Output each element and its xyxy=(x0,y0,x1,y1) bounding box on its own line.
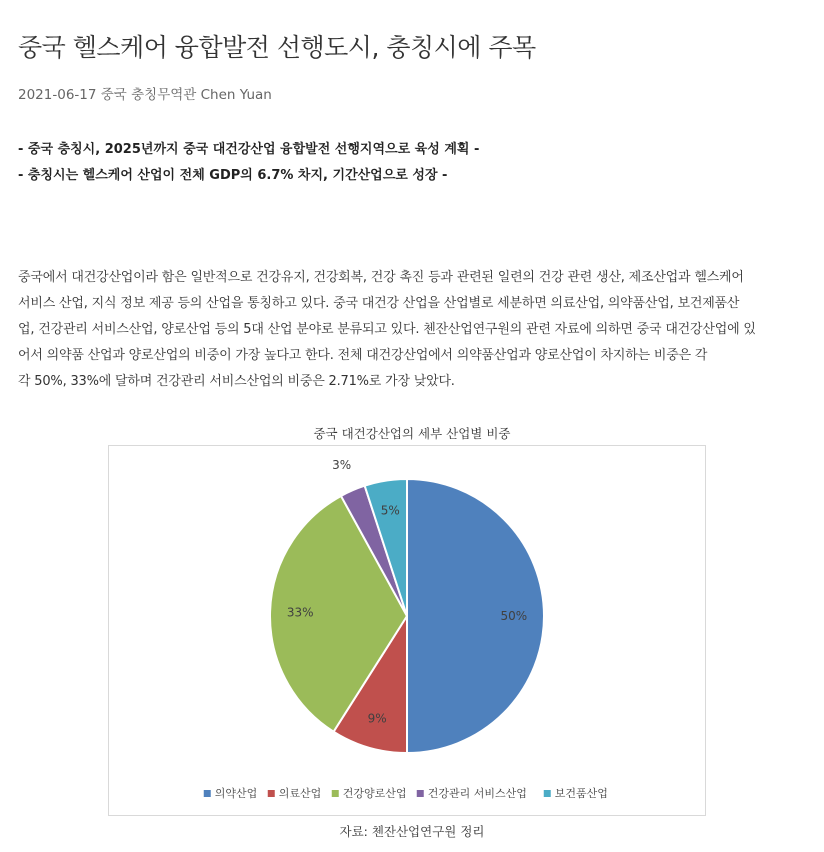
legend-label: 의약산업 xyxy=(214,787,258,800)
chart-title: 중국 대건강산업의 세부 산업별 비중 xyxy=(313,426,511,441)
pie-data-label: 3% xyxy=(332,458,352,473)
chart-source-caption: 자료: 첸잔산업연구원 정리 xyxy=(339,824,485,839)
body-line: 중국에서 대건강산업이라 함은 일반적으로 건강유지, 건강회복, 건강 촉진 등과 관련된 일련의 건강 관련 생산, 제조산업과 헬스케어 xyxy=(18,270,744,285)
pie-data-label: 33% xyxy=(286,605,314,620)
highlight-line: - 충칭시는 헬스케어 산업이 전체 GDP의 6.7% 차지, 기간산업으로 성장 - xyxy=(18,168,448,183)
body-line: 업, 건강관리 서비스산업, 양로산업 등의 5대 산업 분야로 분류되고 있다. 첸잔산업연구원의 관련 자료에 의하면 중국 대건강산업에 있 xyxy=(18,322,756,337)
body-line: 어서 의약품 산업과 양로산업의 비중이 가장 높다고 한다. 전체 대건강산업에서 의약품산업과 양로산업이 차지하는 비중은 각 xyxy=(18,348,708,363)
legend-swatch xyxy=(204,790,211,797)
article-body xyxy=(18,265,808,395)
legend-label: 건강양로산업 xyxy=(342,787,407,800)
pie-chart xyxy=(108,445,706,816)
legend-label: 보건품산업 xyxy=(554,787,608,800)
body-line: 각 50%, 33%에 달하며 건강관리 서비스산업의 비중은 2.71%로 가장 낮았다. xyxy=(18,374,455,389)
article-highlights xyxy=(18,137,479,189)
legend-swatch xyxy=(268,790,275,797)
article-meta: 2021-06-17 중국 충칭무역관 Chen Yuan xyxy=(18,87,272,103)
pie-data-label: 5% xyxy=(380,503,400,518)
legend-swatch xyxy=(417,790,424,797)
article-title: 중국 헬스케어 융합발전 선행도시, 충칭시에 주목 xyxy=(18,33,536,62)
legend-label: 건강관리 서비스산업 xyxy=(427,787,527,800)
pie-data-label: 9% xyxy=(367,711,387,726)
legend-label: 의료산업 xyxy=(278,787,322,800)
chart-legend xyxy=(204,786,608,800)
pie-data-label: 50% xyxy=(500,609,528,623)
legend-swatch xyxy=(332,790,339,797)
body-line: 서비스 산업, 지식 정보 제공 등의 산업을 통칭하고 있다. 중국 대건강 산업을 산업별로 세분하면 의료산업, 의약품산업, 보건제품산 xyxy=(18,296,740,311)
highlight-line: - 중국 충칭시, 2025년까지 중국 대건강산업 융합발전 선행지역으로 육성 계획 - xyxy=(18,142,480,157)
legend-swatch xyxy=(544,790,551,797)
